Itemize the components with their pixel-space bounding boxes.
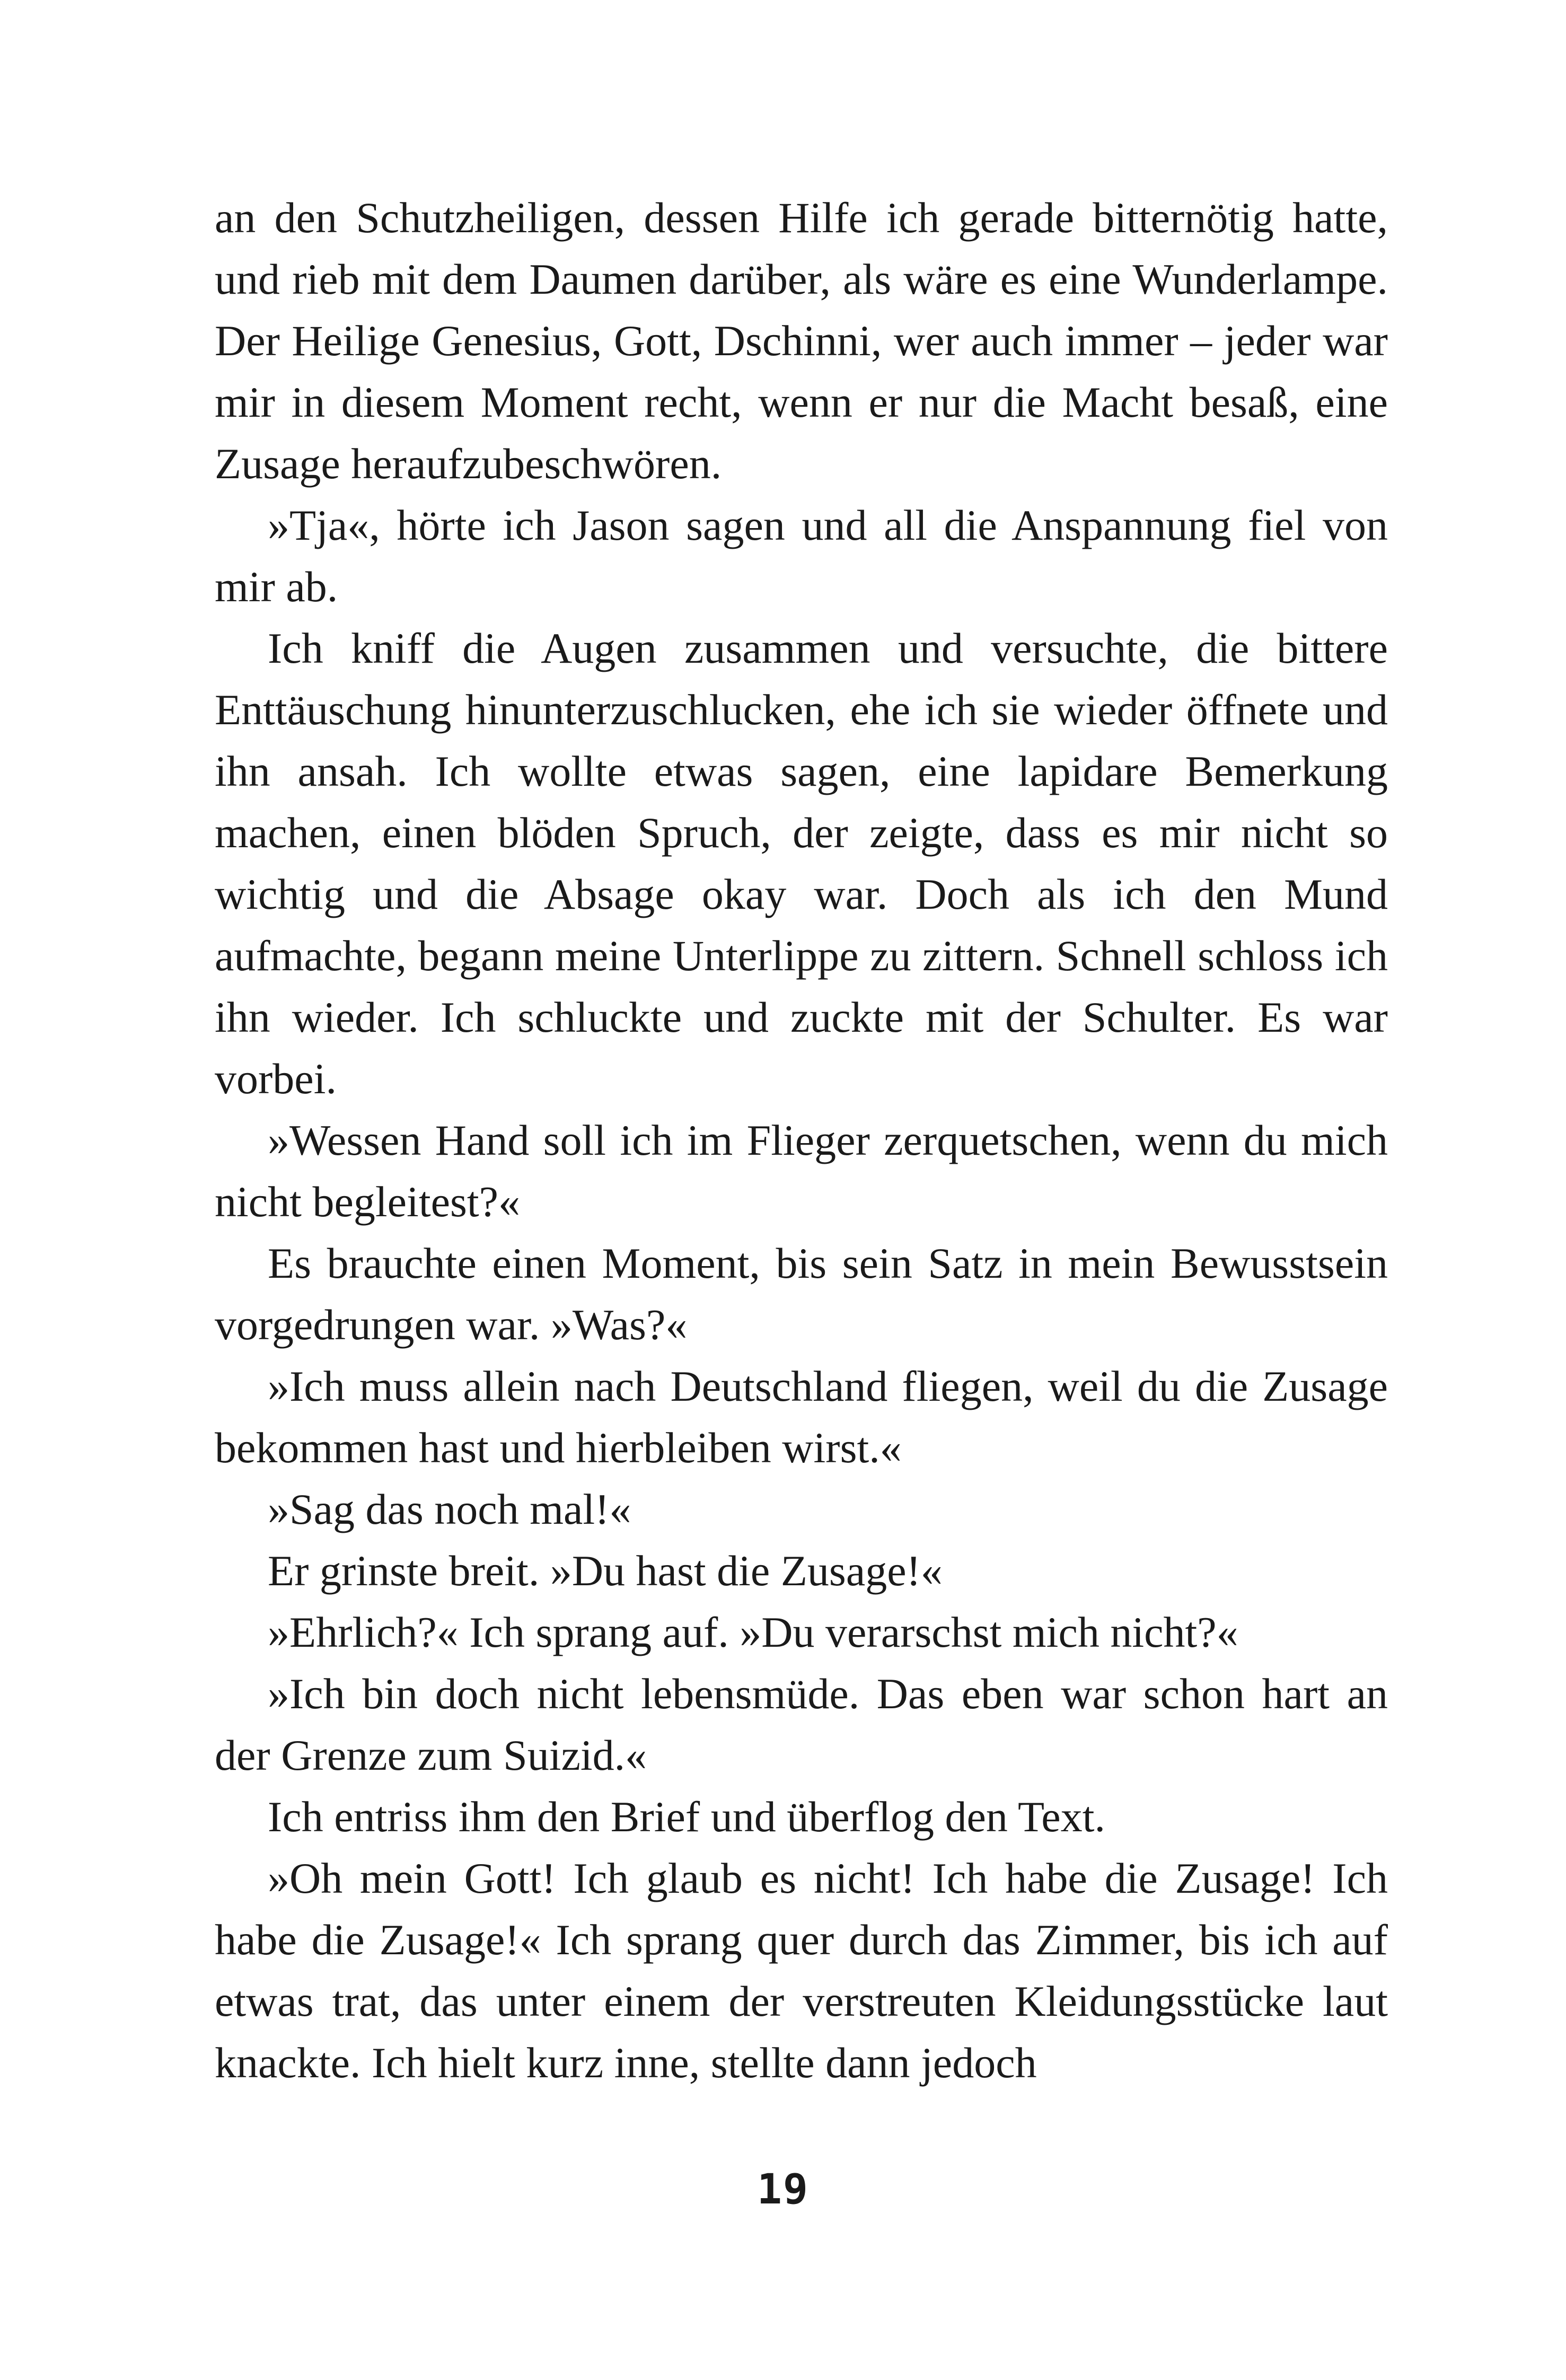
paragraph-1: an den Schutzheiligen, dessen Hilfe ich gerade bitternötig hatte, und rieb mit dem Daumen darüber, als wäre es eine Wunderlampe. Der Heilige Genesius, Gott, Dschinni, wer auch immer – jeder war mir in diesem Moment recht, wenn er nur die Macht besaß, eine Zusage heraufzubeschwören. xyxy=(215,194,1388,488)
paragraph-4: »Wessen Hand soll ich im Flieger zerquetschen, wenn du mich nicht begleitest?« xyxy=(215,1116,1388,1226)
paragraph-7: »Sag das noch mal!« xyxy=(268,1485,631,1533)
paragraph-6: »Ich muss allein nach Deutschland fliegen, weil du die Zusage bekommen hast und hierbleiben wirst.« xyxy=(215,1362,1388,1472)
paragraph-9: »Ehrlich?« Ich sprang auf. »Du verarschst mich nicht?« xyxy=(268,1608,1238,1656)
paragraph-5: Es brauchte einen Moment, bis sein Satz in mein Bewusstsein vorgedrungen war. »Was?« xyxy=(215,1239,1388,1349)
paragraph-2: »Tja«, hörte ich Jason sagen und all die Anspannung fiel von mir ab. xyxy=(215,501,1388,611)
paragraph-12: »Oh mein Gott! Ich glaub es nicht! Ich habe die Zusage! Ich habe die Zusage!« Ich sprang quer durch das Zimmer, bis ich auf etwas trat, das unter einem der verstreuten Kleidungsstücke laut knackte. Ich hielt kurz inne, stellte dann jedoch xyxy=(215,1854,1388,2087)
body-text xyxy=(215,187,1388,2094)
paragraph-11: Ich entriss ihm den Brief und überflog den Text. xyxy=(268,1793,1105,1841)
paragraph-3: Ich kniff die Augen zusammen und versuchte, die bittere Enttäuschung hinunterzuschlucken, ehe ich sie wieder öffnete und ihn ansah. Ich wollte etwas sagen, eine lapidare Bemerkung machen, einen blöden Spruch, der zeigte, dass es mir nicht so wichtig und die Absage okay war. Doch als ich den Mund aufmachte, begann meine Unterlippe zu zittern. Schnell schloss ich ihn wieder. Ich schluckte und zuckte mit der Schulter. Es war vorbei. xyxy=(215,624,1388,1103)
paragraph-8: Er grinste breit. »Du hast die Zusage!« xyxy=(268,1547,943,1595)
page-number: 19 xyxy=(757,2166,809,2214)
paragraph-10: »Ich bin doch nicht lebensmüde. Das eben war schon hart an der Grenze zum Suizid.« xyxy=(215,1670,1388,1779)
